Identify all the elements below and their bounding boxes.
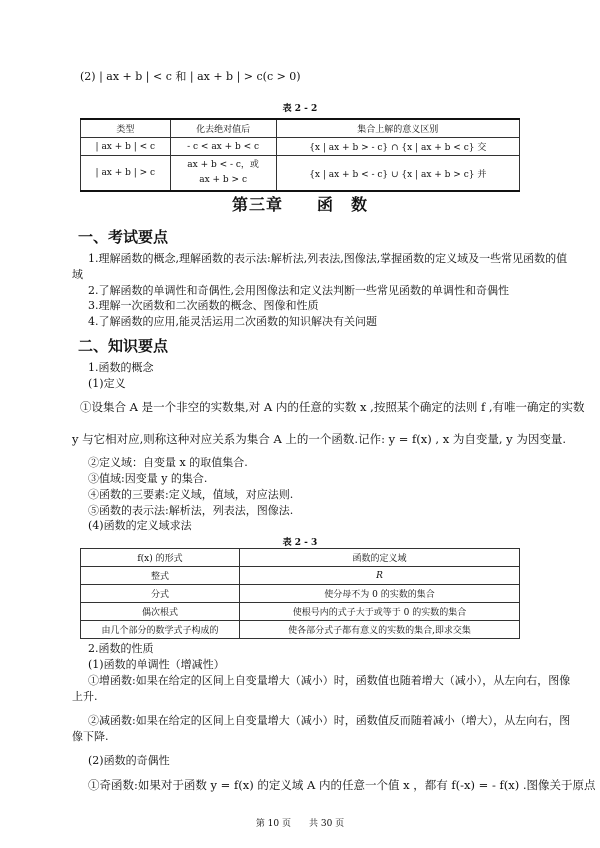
- t2-header-form: f(x) 的形式: [81, 549, 240, 567]
- exam-point-1-cont: 域: [72, 268, 83, 281]
- t2-cell: 分式: [81, 585, 240, 603]
- t1-cell: | ax + b | < c: [81, 138, 171, 156]
- sub-domain-methods: (4)函数的定义域求法: [88, 519, 192, 532]
- sub-function-concept: 1.函数的概念: [88, 361, 154, 374]
- t1-cell: | ax + b | > c: [81, 156, 171, 192]
- t2-cell: 由几个部分的数学式子构成的: [81, 621, 240, 639]
- inequality-intro: (2) | ax + b | < c 和 | ax + b | > c(c > 0): [80, 70, 301, 83]
- sub-definition: (1)定义: [88, 377, 126, 390]
- sub-monotonicity: (1)函数的单调性（增减性）: [88, 658, 225, 671]
- t2-cell: 使分母不为 0 的实数的集合: [240, 585, 520, 603]
- table-2-3-caption: 表 2 - 3: [282, 538, 318, 548]
- range-definition: ③值域:因变量 y 的集合.: [88, 472, 208, 485]
- decreasing-line-1: ②减函数:如果在给定的区间上自变量增大（减小）时，函数值反而随着减小（增大），从左向右，图: [88, 714, 571, 727]
- t2-cell: 偶次根式: [81, 603, 240, 621]
- domain-definition: ②定义域：自变量 x 的取值集合.: [88, 456, 248, 469]
- definition-line-1: ①设集合 A 是一个非空的实数集,对 A 内的任意的实数 x ,按照某个确定的法则 f ,有唯一确定的实数: [80, 400, 585, 414]
- representation-methods: ⑤函数的表示法:解析法，列表法，图像法.: [88, 504, 294, 517]
- page-footer: 第 10 页 共 30 页: [255, 819, 345, 829]
- sub-parity: (2)函数的奇偶性: [88, 754, 170, 767]
- t2-cell: 使各部分式子都有意义的实数的集合,即求交集: [240, 621, 520, 639]
- exam-point-3: 3.理解一次函数和二次函数的概念、图像和性质: [88, 299, 319, 312]
- t1-cell: - c < ax + b < c: [170, 138, 276, 156]
- odd-function-line: ①奇函数:如果对于函数 y = f(x) 的定义域 A 内的任意一个值 x ，都有 f(-x) = - f(x) .图像关于原点: [88, 778, 596, 792]
- decreasing-line-2: 像下降.: [72, 730, 109, 743]
- t1-cell: {x | ax + b > - c} ∩ {x | ax + b < c} 交: [276, 138, 519, 156]
- table-2-3: [80, 548, 520, 639]
- table-2-2: [80, 118, 520, 192]
- exam-point-4: 4.了解函数的应用,能灵活运用二次函数的知识解决有关问题: [88, 315, 377, 328]
- increasing-line-1: ①增函数:如果在给定的区间上自变量增大（减小）时，函数值也随着增大（减小），从左向右，图像: [88, 674, 571, 687]
- t2-cell: R: [240, 567, 520, 585]
- t2-cell: 整式: [81, 567, 240, 585]
- section-title-knowledge-points: 二、知识要点: [78, 337, 169, 355]
- definition-line-2: y 与它相对应,则称这种对应关系为集合 A 上的一个函数.记作: y = f(x) , x 为自变量, y 为因变量.: [72, 432, 566, 446]
- three-elements: ④函数的三要素:定义域，值域，对应法则.: [88, 488, 294, 501]
- t1-cell: ax + b < - c，或 ax + b > c: [170, 156, 276, 192]
- exam-point-1: 1.理解函数的概念,理解函数的表示法:解析法,列表法,图像法,掌握函数的定义域及一些常见函数的值: [88, 252, 568, 265]
- increasing-line-2: 上升.: [72, 690, 98, 703]
- exam-point-2: 2.了解函数的单调性和奇偶性,会用图像法和定义法判断一些常见函数的单调性和奇偶性: [88, 284, 509, 297]
- t1-header-removed: 化去绝对值后: [170, 119, 276, 138]
- sub-function-properties: 2.函数的性质: [88, 642, 154, 655]
- t1-cell: {x | ax + b < - c} ∪ {x | ax + b > c} 并: [276, 156, 519, 192]
- section-title-exam-points: 一、考试要点: [78, 228, 169, 246]
- t2-cell: 使根号内的式子大于或等于 0 的实数的集合: [240, 603, 520, 621]
- t1-header-meaning: 集合上解的意义区别: [276, 119, 519, 138]
- table-2-2-caption: 表 2 - 2: [282, 104, 318, 114]
- t2-header-domain: 函数的定义域: [240, 549, 520, 567]
- t1-header-type: 类型: [81, 119, 171, 138]
- chapter-title: 第三章 函 数: [231, 195, 368, 214]
